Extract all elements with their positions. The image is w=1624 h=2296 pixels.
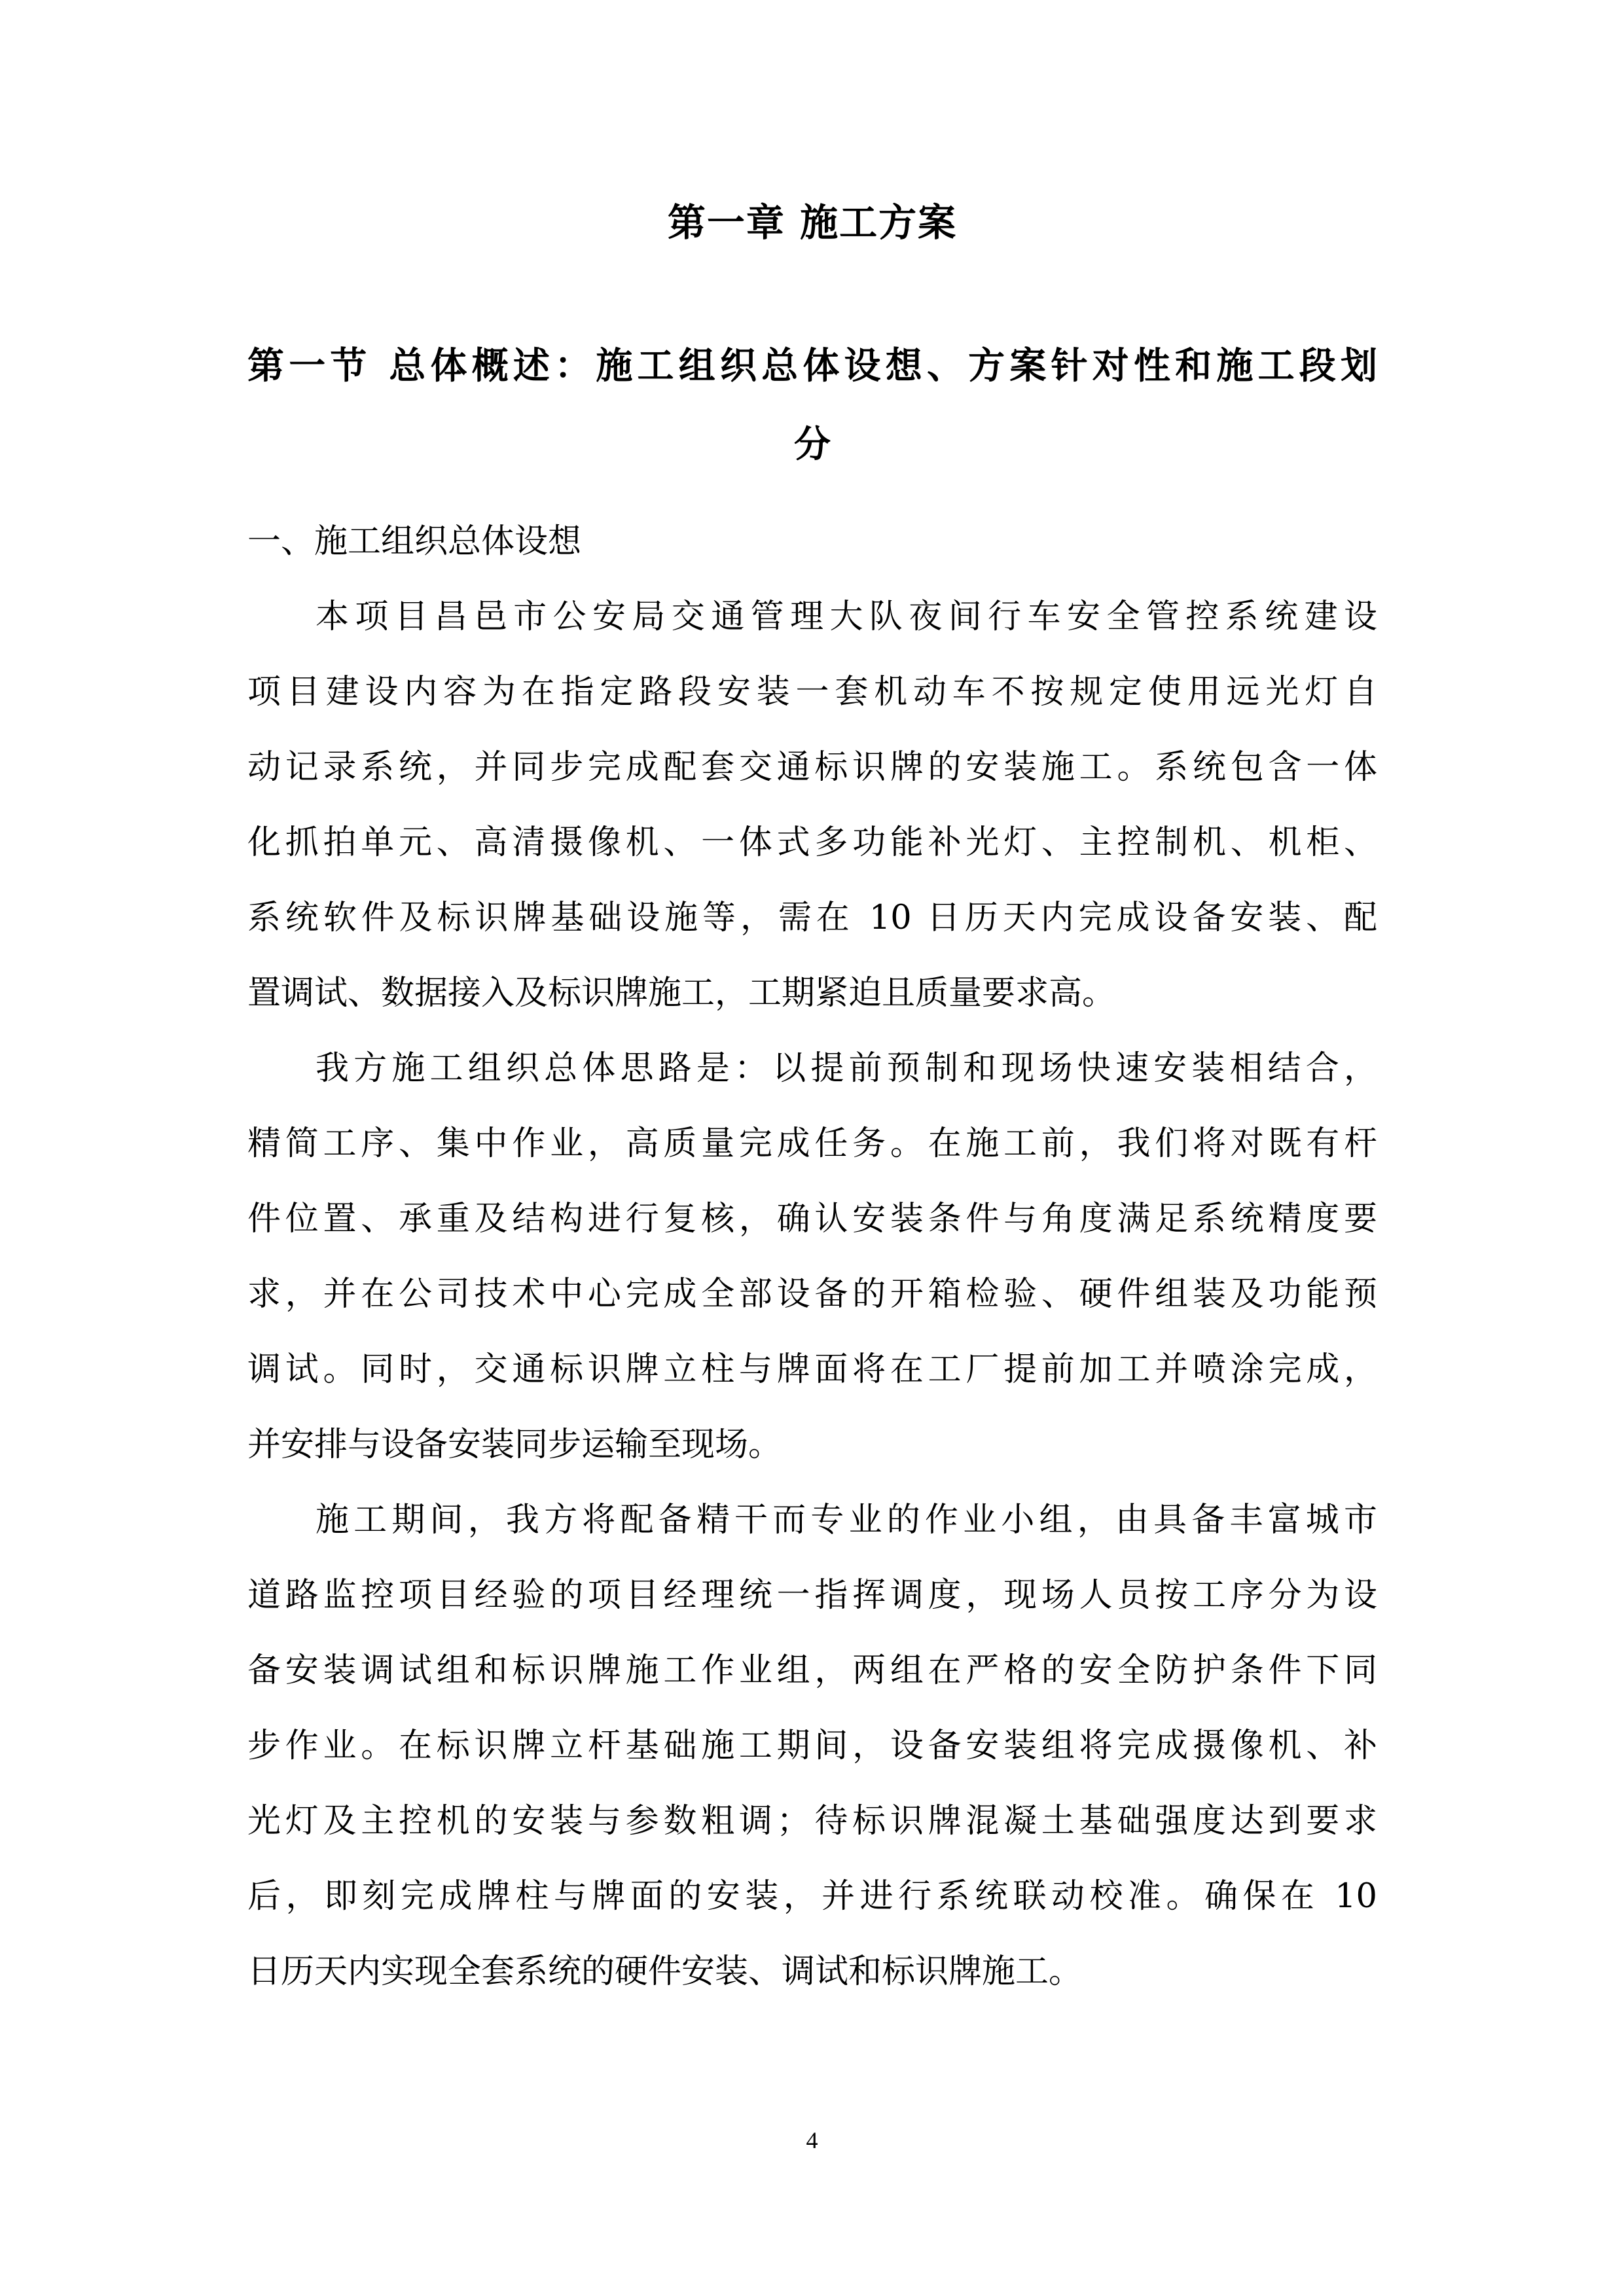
paragraph-line: 并安排与设备安装同步运输至现场。 [247,1426,782,1464]
section-title-line-1: 第一节 总体概述：施工组织总体设想、方案针对性和施工段划 [247,345,1377,387]
paragraph-line: 化抓拍单元、高清摄像机、一体式多功能补光灯、主控制机、机柜、 [247,823,1377,862]
paragraph-line: 日历天内实现全套系统的硬件安装、调试和标识牌施工。 [247,1952,1083,1991]
paragraph-2 [247,1031,1377,1482]
paragraph-line: 动记录系统，并同步完成配套交通标识牌的安装施工。系统包含一体 [247,748,1377,787]
paragraph-line: 施工期间，我方将配备精干而专业的作业小组，由具备丰富城市 [316,1501,1377,1539]
paragraph-line: 道路监控项目经验的项目经理统一指挥调度，现场人员按工序分为设 [247,1576,1377,1615]
paragraph-line: 精简工序、集中作业，高质量完成任务。在施工前，我们将对既有杆 [247,1124,1377,1163]
section-title-line-2: 分 [794,423,831,466]
page-number: 4 [806,2127,818,2153]
paragraph-line: 项目建设内容为在指定路段安装一套机动车不按规定使用远光灯自 [247,673,1377,711]
paragraph-line: 置调试、数据接入及标识牌施工，工期紧迫且质量要求高。 [247,974,1116,1013]
paragraph-line: 求，并在公司技术中心完成全部设备的开箱检验、硬件组装及功能预 [247,1275,1377,1314]
sub-heading: 一、施工组织总体设想 [247,522,582,561]
paragraph-line: 备安装调试组和标识牌施工作业组，两组在严格的安全防护条件下同 [247,1651,1377,1690]
paragraph-line: 本项目昌邑市公安局交通管理大队夜间行车安全管控系统建设 [316,598,1377,636]
paragraph-line: 系统软件及标识牌基础设施等，需在 10 日历天内完成设备安装、配 [247,899,1377,937]
paragraph-line: 后，即刻完成牌柱与牌面的安装，并进行系统联动校准。确保在 10 [247,1877,1377,1916]
chapter-title: 第一章 施工方案 [667,200,958,245]
paragraph-3 [247,1482,1377,2009]
paragraph-line: 件位置、承重及结构进行复核，确认安装条件与角度满足系统精度要 [247,1200,1377,1238]
paragraph-1 [247,579,1377,1031]
paragraph-line: 光灯及主控机的安装与参数粗调；待标识牌混凝土基础强度达到要求 [247,1802,1377,1840]
paragraph-line: 我方施工组织总体思路是：以提前预制和现场快速安装相结合， [316,1049,1377,1088]
section-title [247,327,1377,484]
paragraph-line: 调试。同时，交通标识牌立柱与牌面将在工厂提前加工并喷涂完成， [247,1350,1377,1389]
paragraph-line: 步作业。在标识牌立杆基础施工期间，设备安装组将完成摄像机、补 [247,1727,1377,1765]
